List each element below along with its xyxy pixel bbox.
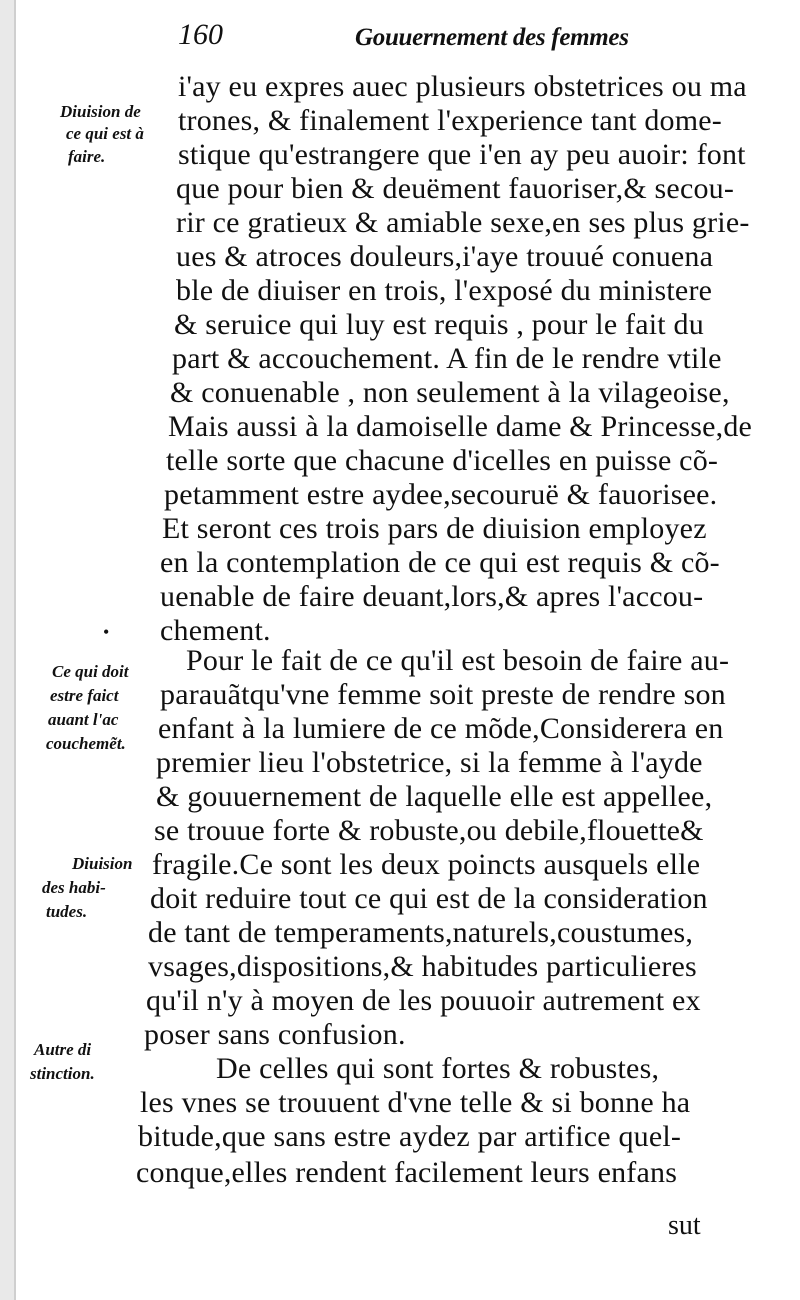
text-line: doit reduire tout ce qui est de la consideration	[150, 882, 708, 915]
text-line: les vnes se trouuent d'vne telle & si bonne ha	[140, 1086, 691, 1119]
text-line: de tant de temperaments,naturels,coustumes,	[148, 916, 694, 949]
text-line: part & accouchement. A fin de le rendre vtile	[172, 342, 722, 375]
margin-note-line: Diuision de	[60, 102, 141, 121]
margin-note-line: faire.	[68, 147, 106, 166]
margin-note-line: estre faict	[50, 686, 119, 705]
margin-note-line: ce qui est à	[66, 124, 144, 143]
text-line: en la contemplation de ce qui est requis & cõ-	[160, 546, 720, 579]
text-line: & conuenable , non seulement à la vilageoise,	[170, 376, 730, 409]
text-line: vsages,dispositions,& habitudes particulieres	[148, 950, 697, 983]
text-line: qu'il n'y à moyen de les pouuoir autrement ex	[146, 984, 701, 1017]
text-line: poser sans confusion.	[144, 1018, 406, 1051]
text-line: De celles qui sont fortes & robustes,	[216, 1052, 660, 1085]
text-line: rir ce gratieux & amiable sexe,en ses plus grie-	[176, 206, 750, 239]
text-line: Et seront ces trois pars de diuision employez	[162, 512, 707, 545]
text-line: enfant à la lumiere de ce mõde,Considerera en	[158, 712, 724, 745]
text-line: que pour bien & deuëment fauoriser,& secou-	[176, 172, 735, 205]
text-line: Pour le fait de ce qu'il est besoin de faire au-	[186, 644, 730, 677]
margin-note-line: Ce qui doit	[52, 662, 129, 681]
page-header	[0, 18, 800, 58]
page-number: 160	[178, 18, 223, 51]
text-line: parauãtqu'vne femme soit preste de rendre son	[160, 678, 726, 711]
margin-note-line: tudes.	[46, 902, 88, 921]
text-line: i'ay eu expres auec plusieurs obstetrices ou ma	[178, 70, 747, 103]
text-line: trones, & finalement l'experience tant dome-	[178, 104, 722, 137]
text-line: conque,elles rendent facilement leurs enfans	[136, 1156, 678, 1189]
text-line: bitude,que sans estre aydez par artifice quel-	[138, 1120, 682, 1153]
catchword: sut	[668, 1210, 701, 1241]
margin-note-line: Diuision	[72, 854, 133, 873]
margin-note-line: Autre di	[34, 1040, 92, 1059]
ink-smudge: •	[103, 622, 110, 642]
text-line: telle sorte que chacune d'icelles en puisse cõ-	[166, 444, 719, 477]
text-line: chement.	[160, 614, 271, 647]
margin-note-line: des habi-	[42, 878, 106, 897]
margin-note-line: auant l'ac	[48, 710, 119, 729]
page-edge-shadow	[14, 0, 16, 1300]
text-line: & gouuernement de laquelle elle est appellee,	[156, 780, 713, 813]
text-line: premier lieu l'obstetrice, si la femme à l'ayde	[156, 746, 703, 779]
text-line: se trouue forte & robuste,ou debile,flouette&	[154, 814, 704, 847]
running-title: Gouuernement des femmes	[355, 24, 629, 51]
text-line: petamment estre aydee,secouruë & fauorisee.	[164, 478, 718, 511]
page-edge	[0, 0, 14, 1300]
text-line: stique qu'estrangere que i'en ay peu auoir: font	[178, 138, 746, 171]
text-line: Mais aussi à la damoiselle dame & Princesse,de	[168, 410, 753, 443]
margin-note-line: stinction.	[30, 1064, 95, 1083]
margin-note-line: couchemẽt.	[46, 734, 126, 753]
text-line: fragile.Ce sont les deux poincts ausquels elle	[152, 848, 701, 881]
text-line: & seruice qui luy est requis , pour le fait du	[174, 308, 704, 341]
text-line: ues & atroces douleurs,i'aye trouué conuena	[176, 240, 714, 273]
text-line: ble de diuiser en trois, l'exposé du ministere	[176, 274, 713, 307]
text-line: uenable de faire deuant,lors,& apres l'accou-	[160, 580, 704, 613]
